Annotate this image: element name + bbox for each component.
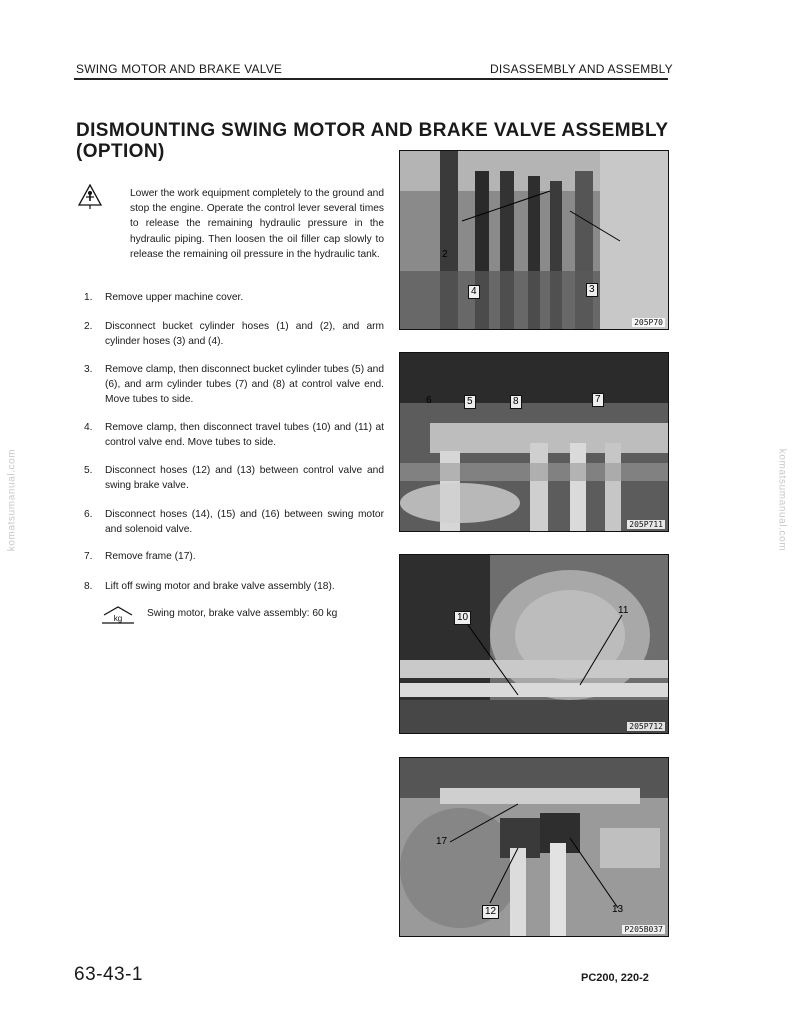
photo-code: P205B037 xyxy=(624,925,663,934)
step-text: Lift off swing motor and brake valve assembly (18). xyxy=(105,581,335,592)
warning-text: Lower the work equipment completely to the ground and stop the engine. Operate the control lever several times to release the remaining hydraulic pressure in the hydraulic piping. Then loosen the oil filler cap slowly to release the remaining oil pressure in the hydraulic tank. xyxy=(130,188,384,260)
step-text: Remove clamp, then disconnect bucket cylinder tubes (5) and (6), and arm cylinder tubes (7) and (8) at control valve end. Move tubes to side. xyxy=(105,364,384,406)
photo-label: 6 xyxy=(426,395,432,406)
photo-code: 205P711 xyxy=(629,520,663,529)
step-text: Remove clamp, then disconnect travel tubes (10) and (11) at control valve end. Move tubes to side. xyxy=(105,422,384,449)
step-text: Remove frame (17). xyxy=(105,551,196,562)
step-number: 5. xyxy=(84,465,93,476)
step-text: Disconnect hoses (14), (15) and (16) between swing motor and solenoid valve. xyxy=(105,509,384,536)
page-title-line2: (OPTION) xyxy=(76,141,165,162)
header-rule xyxy=(74,78,668,80)
photo-code: 205P712 xyxy=(629,722,663,731)
photo-frame xyxy=(399,757,669,937)
step-number: 1. xyxy=(84,292,93,303)
header-chapter-title: DISASSEMBLY AND ASSEMBLY xyxy=(490,62,673,76)
step-number: 2. xyxy=(84,321,93,332)
photo-travel-tubes xyxy=(399,554,669,734)
page-title-line1: DISMOUNTING SWING MOTOR AND BRAKE VALVE ASSEMBLY xyxy=(76,120,669,141)
photo-label: 5 xyxy=(464,395,476,409)
step-number: 7. xyxy=(84,551,93,562)
step-text: Disconnect bucket cylinder hoses (1) and (2), and arm cylinder hoses (3) and (4). xyxy=(105,321,384,348)
step-text: Disconnect hoses (12) and (13) between control valve and swing brake valve. xyxy=(105,465,384,492)
watermark-left: komatsumanual.com xyxy=(6,448,18,552)
header-section-title: SWING MOTOR AND BRAKE VALVE xyxy=(76,62,283,76)
photo-hoses xyxy=(399,150,669,330)
photo-label: 4 xyxy=(468,285,480,299)
photo-label: 2 xyxy=(442,249,448,260)
kg-weight-icon xyxy=(100,604,136,626)
page-number: 63-43-1 xyxy=(74,964,143,985)
photo-code: 205P70 xyxy=(634,318,663,327)
photo-label: 10 xyxy=(454,611,471,625)
photo-label: 17 xyxy=(436,836,448,847)
photo-label: 13 xyxy=(612,904,624,915)
watermark-right: komatsumanual.com xyxy=(776,448,788,552)
photo-tubes xyxy=(399,352,669,532)
kg-label: kg xyxy=(113,614,123,623)
weight-note: Swing motor, brake valve assembly: 60 kg xyxy=(147,608,338,619)
step-number: 3. xyxy=(84,364,93,375)
photo-label: 12 xyxy=(482,905,499,919)
step-number: 4. xyxy=(84,422,93,433)
step-text: Remove upper machine cover. xyxy=(105,292,244,303)
photo-label: 8 xyxy=(510,395,522,409)
photo-label: 3 xyxy=(586,283,598,297)
model-number: PC200, 220-2 xyxy=(581,972,649,984)
warning-safety-icon xyxy=(78,184,102,210)
photo-label: 11 xyxy=(618,605,629,616)
photo-label: 7 xyxy=(592,393,604,407)
step-number: 8. xyxy=(84,581,93,592)
step-number: 6. xyxy=(84,509,93,520)
